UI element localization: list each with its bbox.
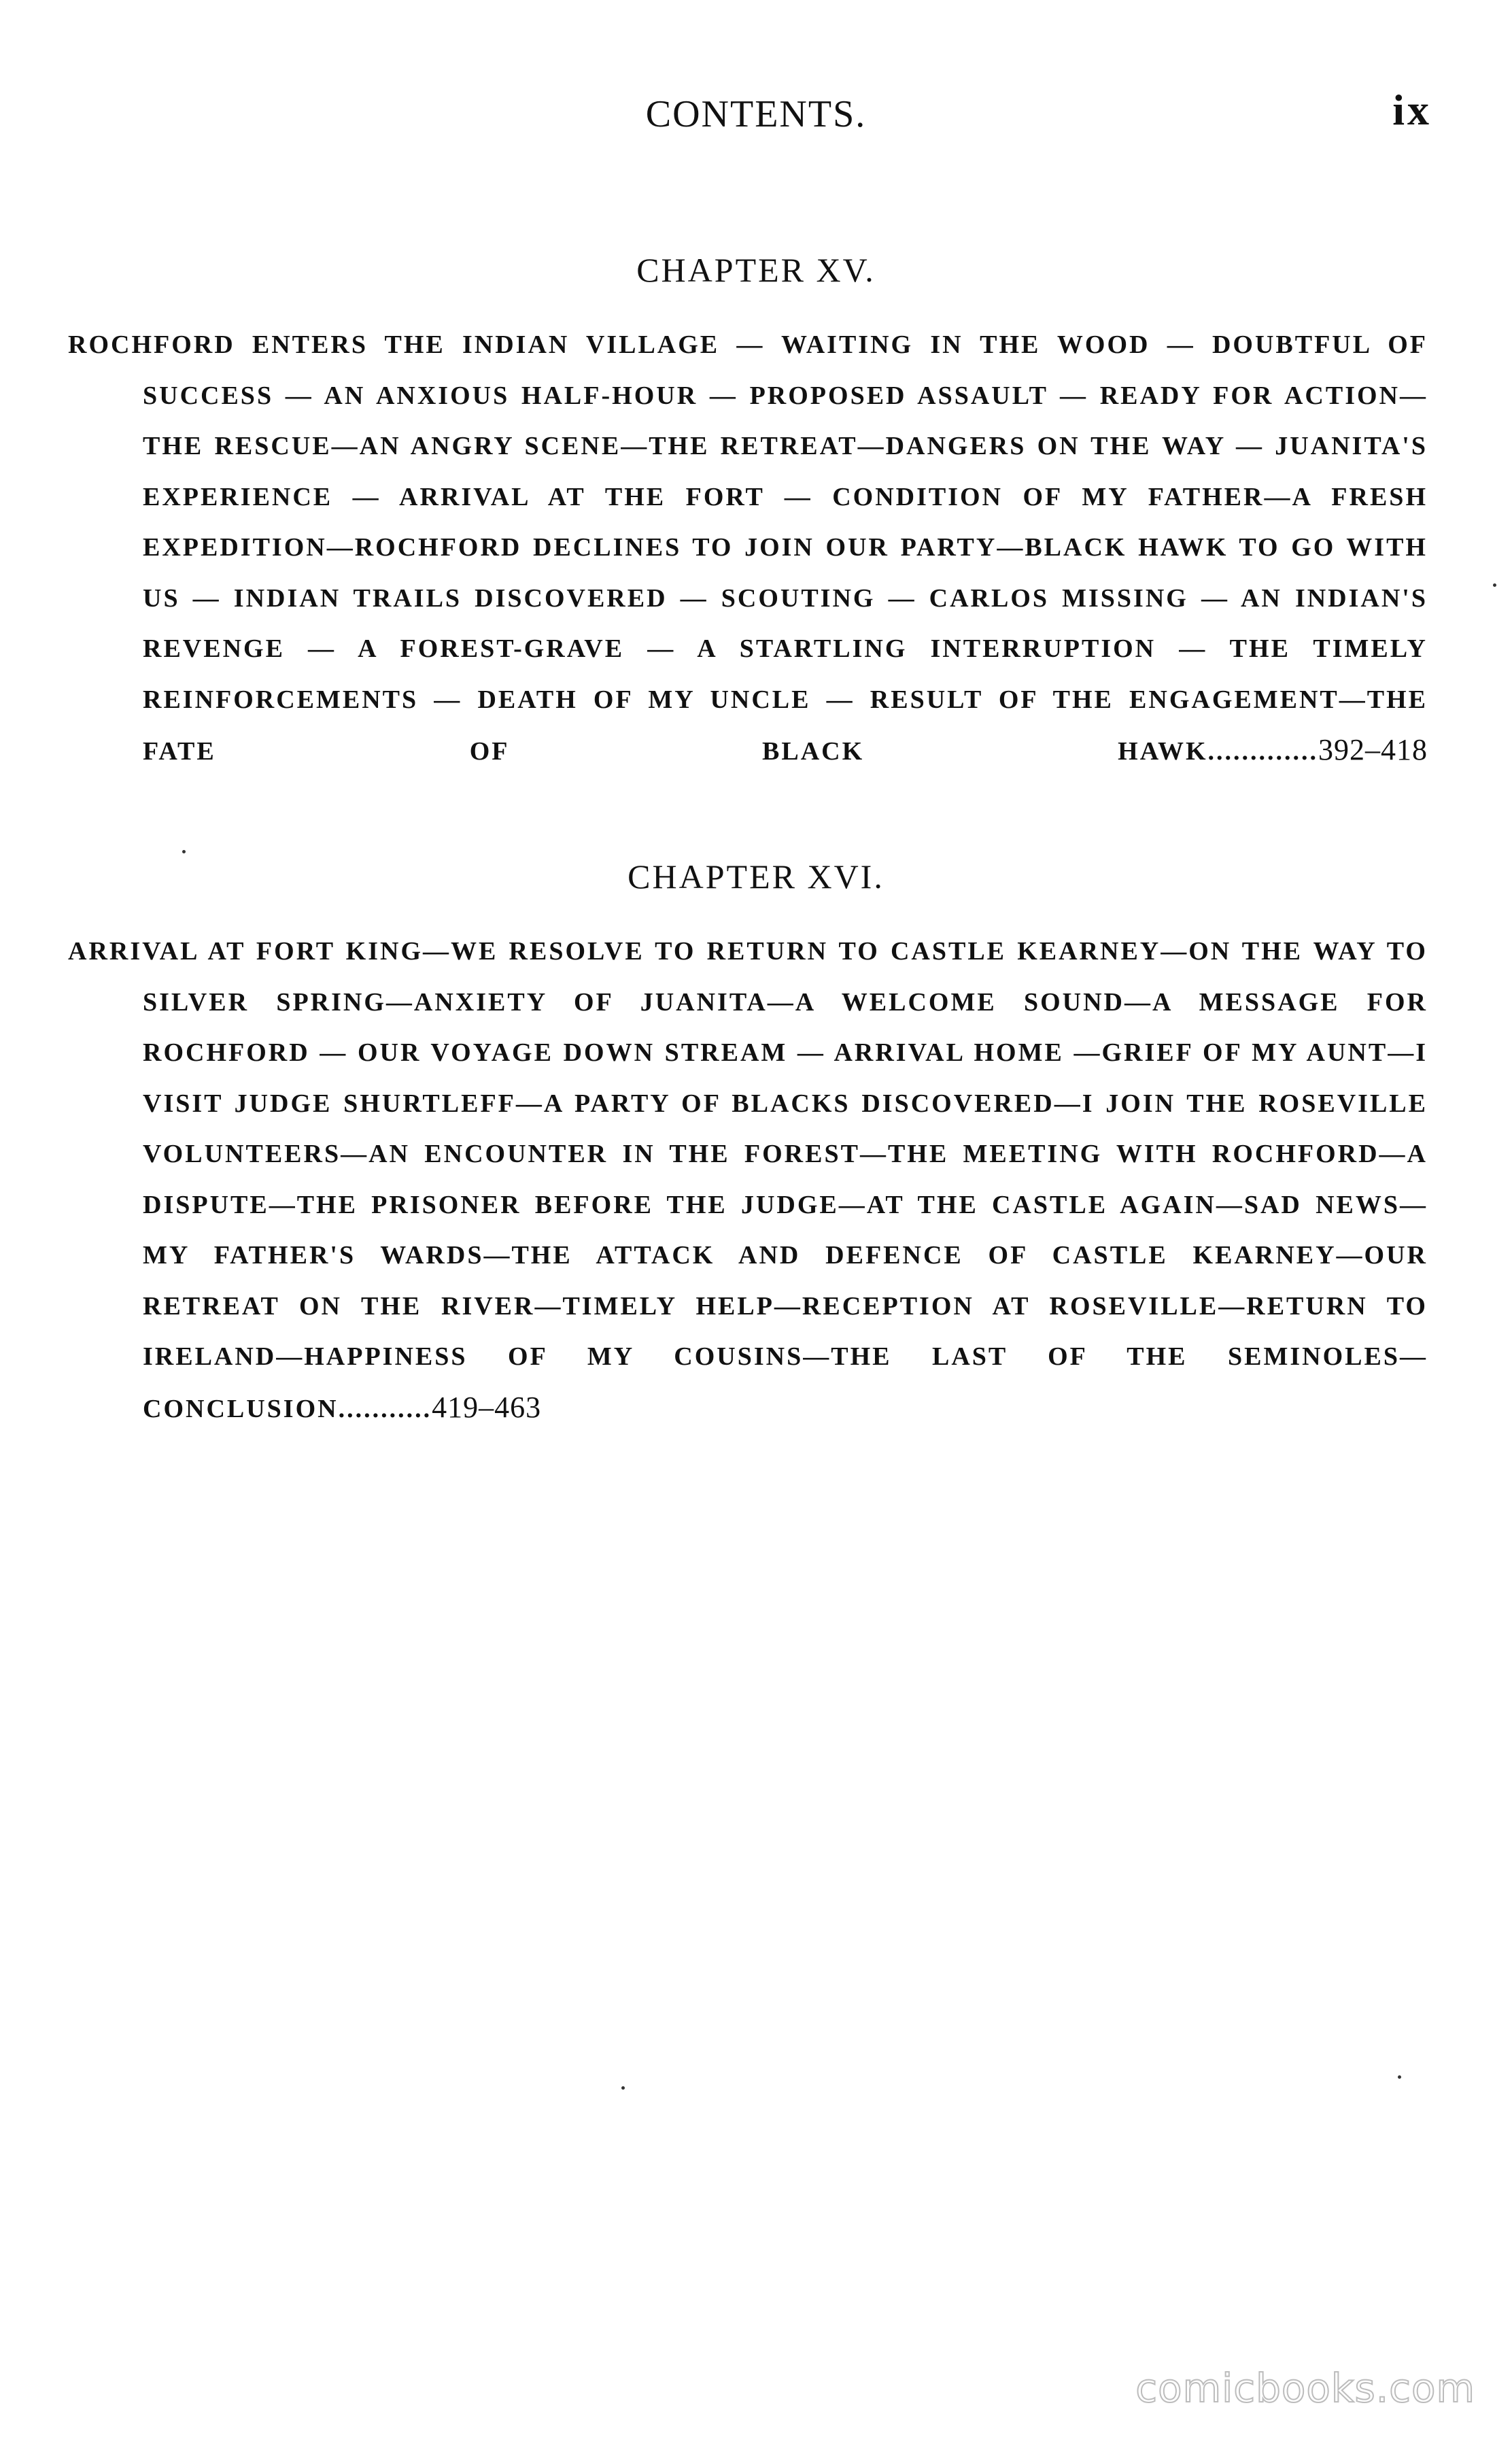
- chapter-xv-pages: 392–418: [1318, 733, 1428, 766]
- chapter-xv-heading: CHAPTER XV.: [636, 251, 876, 289]
- chapter-xv-leader: .............: [1207, 737, 1318, 766]
- ink-speck: [621, 2086, 625, 2090]
- chapter-xvi-leader: ...........: [338, 1394, 432, 1423]
- chapter-xv-synopsis: [68, 320, 1428, 777]
- watermark: comicbooks.com: [1135, 2365, 1475, 2411]
- page-number: ix: [1392, 86, 1432, 134]
- chapter-xv-synopsis-text: ROCHFORD ENTERS THE INDIAN VILLAGE — WAITING IN THE WOOD — DOUBTFUL OF SUCCESS — AN ANXIOUS HALF-HOUR — PROPOSED ASSAULT — READY FOR ACTION—THE RESCUE—AN ANGRY SCENE—THE RETREAT—DANGERS ON THE WAY — JUANITA'S EXPERIENCE — ARRIVAL AT THE FORT — CONDITION OF MY FATHER—A FRESH EXPEDITION—ROCHFORD DECLINES TO JOIN OUR PARTY—BLACK HAWK TO GO WITH US — INDIAN TRAILS DISCOVERED — SCOUTING — CARLOS MISSING — AN INDIAN'S REVENGE — A FOREST-GRAVE — A STARTLING INTERRUPTION — THE TIMELY REINFORCEMENTS — DEATH OF MY UNCLE — RESULT OF THE ENGAGEMENT—THE FATE OF BLACK HAWK: [68, 330, 1428, 766]
- chapter-xvi-synopsis: [68, 926, 1428, 1434]
- chapter-xvi-pages: 419–463: [432, 1390, 542, 1424]
- ink-speck: [1398, 2075, 1401, 2079]
- running-head: [0, 87, 1512, 141]
- running-title: CONTENTS.: [645, 93, 867, 135]
- chapter-xvi-heading: CHAPTER XVI.: [628, 857, 884, 896]
- ink-speck: [182, 850, 186, 853]
- ink-speck: [1493, 583, 1496, 587]
- chapter-xvi-synopsis-text: ARRIVAL AT FORT KING—WE RESOLVE TO RETURN TO CASTLE KEARNEY—ON THE WAY TO SILVER SPRING—ANXIETY OF JUANITA—A WELCOME SOUND—A MESSAGE FOR ROCHFORD — OUR VOYAGE DOWN STREAM — ARRIVAL HOME —GRIEF OF MY AUNT—I VISIT JUDGE SHURTLEFF—A PARTY OF BLACKS DISCOVERED—I JOIN THE ROSEVILLE VOLUNTEERS—AN ENCOUNTER IN THE FOREST—THE MEETING WITH ROCHFORD—A DISPUTE—THE PRISONER BEFORE THE JUDGE—AT THE CASTLE AGAIN—SAD NEWS—MY FATHER'S WARDS—THE ATTACK AND DEFENCE OF CASTLE KEARNEY—OUR RETREAT ON THE RIVER—TIMELY HELP—RECEPTION AT ROSEVILLE—RETURN TO IRELAND—HAPPINESS OF MY COUSINS—THE LAST OF THE SEMINOLES—CONCLUSION: [68, 937, 1428, 1423]
